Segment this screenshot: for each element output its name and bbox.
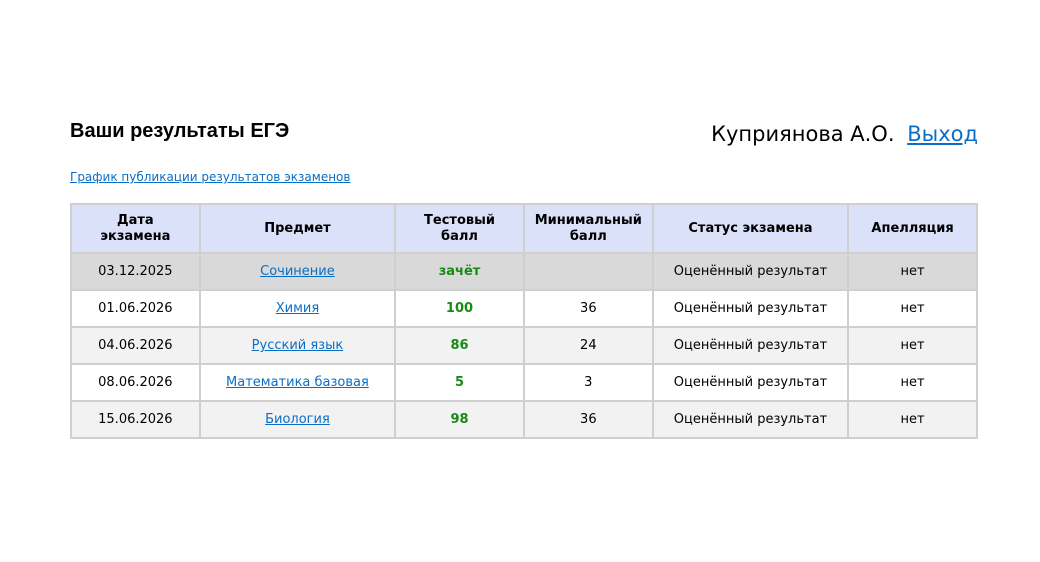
- header-date-line2: экзамена: [100, 228, 171, 244]
- header-min-score: [524, 204, 653, 253]
- cell-test-score: 100: [395, 290, 524, 327]
- cell-appeal: нет: [848, 327, 977, 364]
- cell-subject: [200, 364, 395, 401]
- header-min-line2: балл: [569, 228, 607, 244]
- table-row: [71, 253, 977, 290]
- cell-test-score: 98: [395, 401, 524, 438]
- header-subject: Предмет: [200, 204, 395, 253]
- header-test-line1: Тестовый: [424, 212, 495, 228]
- cell-subject: [200, 253, 395, 290]
- cell-test-score: зачёт: [395, 253, 524, 290]
- table-row: [71, 327, 977, 364]
- cell-date: 04.06.2026: [71, 327, 200, 364]
- cell-test-score: 5: [395, 364, 524, 401]
- cell-status: Оценённый результат: [653, 253, 848, 290]
- header-test-score: [395, 204, 524, 253]
- cell-appeal: нет: [848, 290, 977, 327]
- cell-date: 08.06.2026: [71, 364, 200, 401]
- cell-appeal: нет: [848, 253, 977, 290]
- subject-link[interactable]: Биология: [265, 412, 330, 427]
- page-title: Ваши результаты ЕГЭ: [70, 120, 290, 142]
- cell-appeal: нет: [848, 364, 977, 401]
- logout-link[interactable]: Выход: [907, 122, 978, 146]
- header-status: Статус экзамена: [653, 204, 848, 253]
- cell-min-score: 36: [524, 290, 653, 327]
- schedule-link[interactable]: График публикации результатов экзаменов: [70, 170, 351, 184]
- cell-status: Оценённый результат: [653, 327, 848, 364]
- cell-min-score: 24: [524, 327, 653, 364]
- header-test-line2: балл: [441, 228, 478, 244]
- table-header-row: [71, 204, 977, 253]
- header-date-line1: Дата: [117, 212, 154, 228]
- subject-link[interactable]: Русский язык: [251, 338, 344, 353]
- cell-date: 01.06.2026: [71, 290, 200, 327]
- user-box: [711, 122, 978, 146]
- header-min-line1: Минимальный: [534, 212, 642, 228]
- table-row: [71, 364, 977, 401]
- cell-subject: [200, 290, 395, 327]
- cell-min-score: 3: [524, 364, 653, 401]
- cell-appeal: нет: [848, 401, 977, 438]
- subject-link[interactable]: Математика базовая: [226, 375, 369, 390]
- cell-status: Оценённый результат: [653, 290, 848, 327]
- header-appeal: Апелляция: [848, 204, 977, 253]
- user-name: Куприянова А.О.: [711, 122, 895, 146]
- cell-date: 03.12.2025: [71, 253, 200, 290]
- table-row: [71, 401, 977, 438]
- cell-min-score: 36: [524, 401, 653, 438]
- header-date: [71, 204, 200, 253]
- subject-link[interactable]: Сочинение: [260, 264, 335, 279]
- cell-test-score: 86: [395, 327, 524, 364]
- results-table: [70, 203, 978, 439]
- cell-subject: [200, 327, 395, 364]
- cell-min-score: [524, 253, 653, 290]
- cell-status: Оценённый результат: [653, 364, 848, 401]
- subject-link[interactable]: Химия: [275, 301, 320, 316]
- table-row: [71, 290, 977, 327]
- cell-status: Оценённый результат: [653, 401, 848, 438]
- cell-date: 15.06.2026: [71, 401, 200, 438]
- cell-subject: [200, 401, 395, 438]
